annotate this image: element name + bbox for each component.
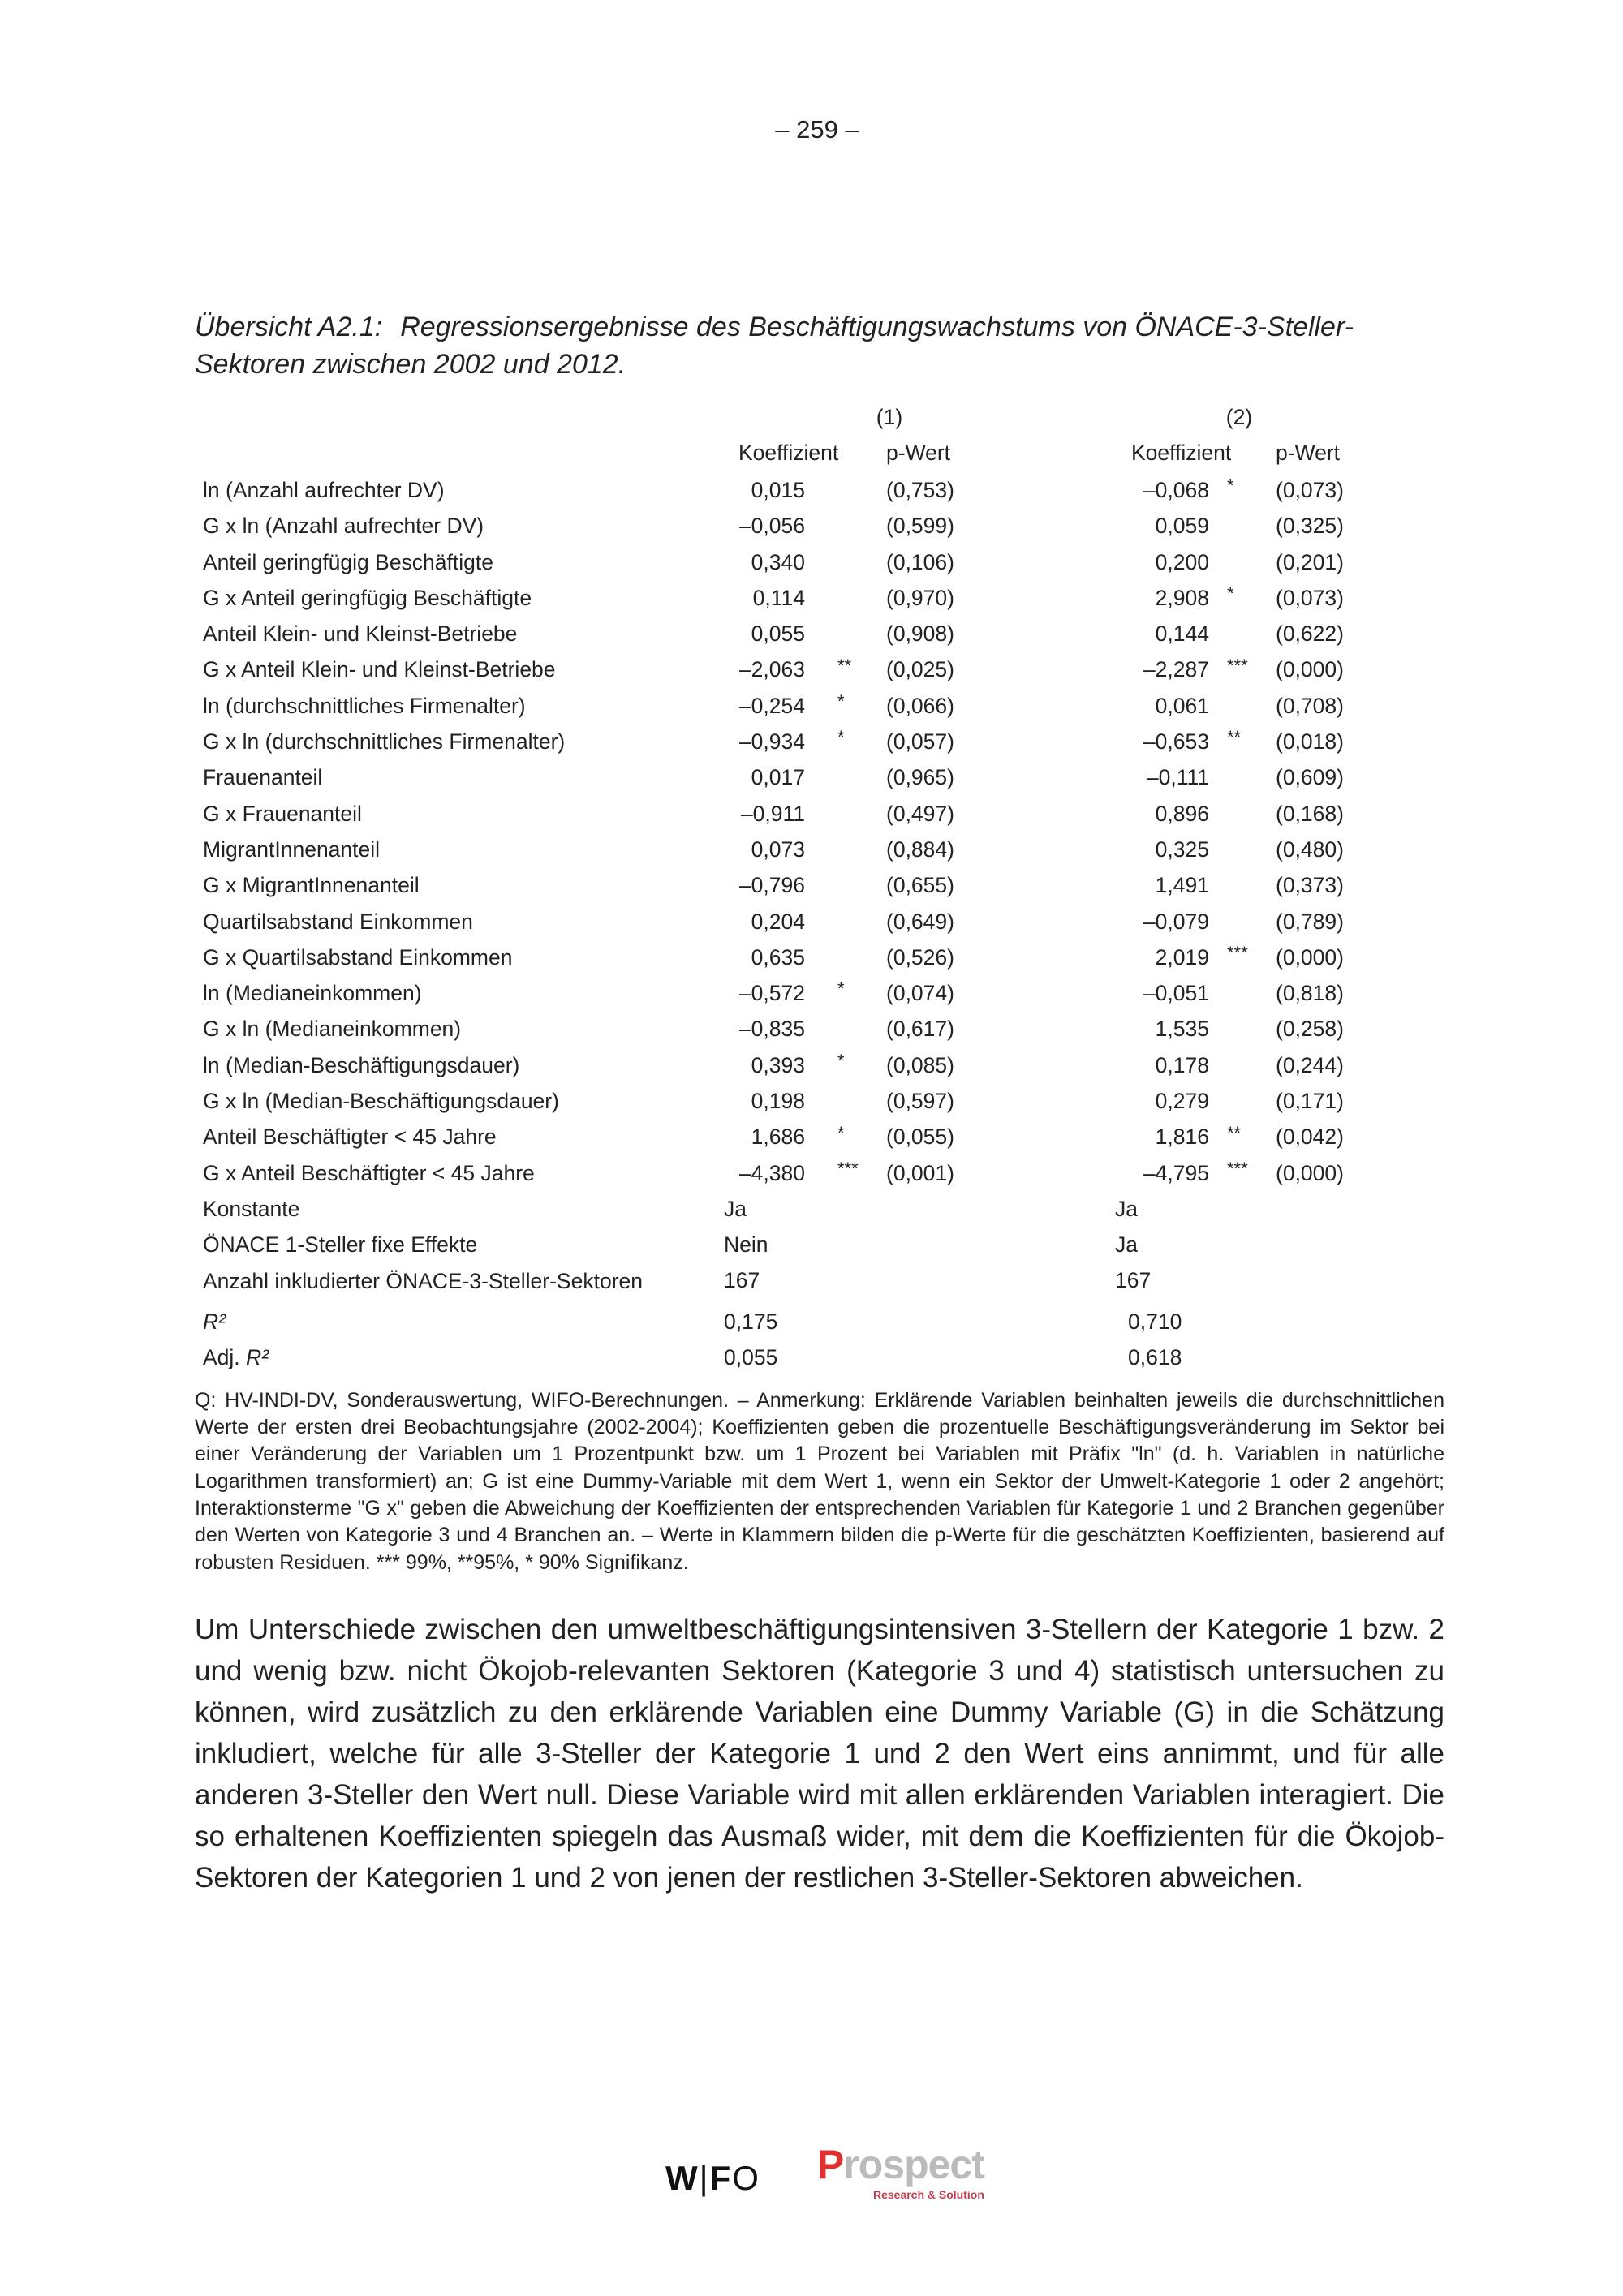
p-value-2: (0,480)	[1276, 836, 1344, 862]
significance-2	[1209, 1047, 1276, 1083]
page-content	[195, 308, 1444, 1898]
p-value-2: (0,171)	[1276, 1088, 1344, 1113]
significance-2	[1209, 1012, 1276, 1047]
wifo-logo: W|FO	[665, 2159, 760, 2197]
row-label: R²	[203, 1309, 226, 1334]
spacer	[1016, 1047, 1105, 1083]
significance-2	[1209, 904, 1276, 939]
value-1: Ja	[724, 1196, 747, 1221]
value-2: 0,618	[1128, 1345, 1182, 1370]
row-label: Anzahl inkludierter ÖNACE-3-Steller-Sektoren	[203, 1268, 643, 1293]
spacer	[1016, 652, 1105, 688]
row-label: Anteil geringfügig Beschäftigte	[203, 549, 493, 574]
summary-row	[195, 1339, 1357, 1375]
spacer	[1016, 472, 1105, 508]
coef-2: –0,051	[1143, 981, 1209, 1006]
coef-2: 0,059	[1155, 514, 1209, 539]
coef-1: 0,198	[751, 1088, 805, 1113]
p-value-1: (0,074)	[886, 981, 954, 1006]
coef-1: –0,934	[738, 729, 805, 755]
significance-1	[805, 939, 886, 975]
caption-lead: Übersicht A2.1:	[195, 312, 383, 342]
significance-1: *	[837, 1051, 845, 1072]
spacer	[1276, 1304, 1357, 1339]
significance-2: ***	[1227, 1158, 1248, 1179]
p-value-1: (0,025)	[886, 657, 954, 682]
table-row	[195, 472, 1357, 508]
value-2: Ja	[1115, 1232, 1138, 1258]
spacer	[1276, 1263, 1357, 1304]
p-value-1: (0,884)	[886, 836, 954, 862]
table-row	[195, 939, 1357, 975]
spacer	[1016, 544, 1105, 580]
value-2: Ja	[1115, 1196, 1138, 1221]
row-label: Konstante	[203, 1196, 300, 1221]
p-value-1: (0,497)	[886, 801, 954, 826]
p-value-2: (0,708)	[1276, 693, 1344, 718]
significance-1	[805, 904, 886, 939]
summary-row	[195, 1228, 1357, 1263]
p-value-1: (0,526)	[886, 944, 954, 970]
spacer	[1209, 1263, 1276, 1304]
footer-logos	[665, 2142, 984, 2202]
significance-2	[1209, 796, 1276, 832]
p-value-1: (0,085)	[886, 1052, 954, 1077]
significance-2: *	[1227, 583, 1234, 604]
coef-1: –0,572	[738, 981, 805, 1006]
spacer	[1016, 724, 1105, 759]
coef-2: 2,019	[1155, 944, 1209, 970]
coef-1: 0,073	[751, 836, 805, 862]
p-value-2: (0,622)	[1276, 621, 1344, 647]
value-1: 167	[724, 1268, 760, 1293]
model-header-row	[195, 401, 1357, 433]
p-value-1: (0,970)	[886, 585, 954, 610]
coef-1: 0,635	[751, 944, 805, 970]
coef-1: 0,114	[752, 585, 805, 610]
spacer	[1016, 1304, 1105, 1339]
spacer	[1016, 796, 1105, 832]
col-header-p-1: p-Wert	[886, 440, 951, 465]
regression-table	[195, 401, 1357, 1376]
p-value-1: (0,965)	[886, 765, 954, 790]
table-row	[195, 616, 1357, 651]
p-value-2: (0,325)	[1276, 514, 1344, 539]
value-1: Nein	[724, 1232, 768, 1258]
significance-2	[1209, 544, 1276, 580]
significance-1	[805, 509, 886, 544]
significance-1: *	[837, 727, 845, 748]
spacer	[1209, 1339, 1276, 1375]
significance-1: *	[837, 1122, 845, 1143]
row-label: Frauenanteil	[203, 765, 323, 790]
p-value-2: (0,000)	[1276, 1160, 1344, 1185]
coef-2: 0,061	[1155, 693, 1209, 718]
significance-2	[1209, 832, 1276, 867]
row-label: MigrantInnenanteil	[203, 836, 381, 862]
spacer	[886, 1304, 1016, 1339]
coef-1: 0,393	[751, 1052, 805, 1077]
spacer	[1209, 1228, 1276, 1263]
table-row	[195, 1012, 1357, 1047]
table-row	[195, 760, 1357, 796]
significance-2: ***	[1227, 655, 1248, 676]
significance-1: *	[837, 978, 845, 1000]
model-1-header: (1)	[876, 404, 903, 429]
significance-2	[1209, 975, 1276, 1011]
coef-2: –0,111	[1146, 765, 1209, 790]
row-label: ÖNACE 1-Steller fixe Effekte	[203, 1232, 478, 1258]
p-value-1: (0,057)	[886, 729, 954, 755]
significance-1	[805, 544, 886, 580]
table-row	[195, 796, 1357, 832]
summary-row	[195, 1304, 1357, 1339]
p-value-2: (0,042)	[1276, 1124, 1344, 1150]
table-row	[195, 544, 1357, 580]
spacer	[1276, 1339, 1357, 1375]
coef-1: 0,015	[751, 477, 805, 502]
coef-2: –2,287	[1143, 657, 1209, 682]
spacer	[1016, 1083, 1105, 1119]
coef-1: 0,055	[751, 621, 805, 647]
row-label: Anteil Beschäftigter < 45 Jahre	[203, 1124, 497, 1150]
table-row	[195, 904, 1357, 939]
p-value-2: (0,000)	[1276, 657, 1344, 682]
p-value-2: (0,789)	[1276, 909, 1344, 934]
coef-1: –0,056	[738, 514, 805, 539]
spacer	[1016, 509, 1105, 544]
spacer	[1016, 580, 1105, 616]
significance-1: ***	[837, 1158, 859, 1179]
significance-2	[1209, 688, 1276, 724]
spacer	[1016, 904, 1105, 939]
significance-1: **	[837, 655, 852, 676]
significance-1	[805, 760, 886, 796]
spacer	[886, 1263, 1016, 1304]
coef-1: –0,835	[738, 1017, 805, 1042]
row-label: G x Anteil geringfügig Beschäftigte	[203, 585, 532, 610]
significance-1	[805, 1012, 886, 1047]
row-label: G x ln (Median-Beschäftigungsdauer)	[203, 1088, 559, 1113]
model-2-header: (2)	[1225, 404, 1253, 429]
p-value-1: (0,599)	[886, 514, 954, 539]
coef-1: –0,796	[738, 873, 805, 898]
p-value-2: (0,073)	[1276, 477, 1344, 502]
table-row	[195, 688, 1357, 724]
row-label: G x Quartilsabstand Einkommen	[203, 944, 513, 970]
spacer	[1016, 1012, 1105, 1047]
table-row	[195, 868, 1357, 904]
spacer	[886, 1191, 1016, 1227]
row-label: G x ln (Anzahl aufrechter DV)	[203, 514, 484, 539]
spacer	[1016, 1191, 1105, 1227]
coef-1: 0,340	[751, 549, 805, 574]
prospect-logo-subtitle: Research & Solution	[872, 2188, 984, 2201]
coef-2: 0,178	[1155, 1052, 1209, 1077]
significance-1	[805, 832, 886, 867]
p-value-1: (0,106)	[886, 549, 954, 574]
significance-2	[1209, 760, 1276, 796]
value-1: 0,055	[724, 1345, 778, 1370]
spacer	[1209, 1191, 1276, 1227]
spacer	[1016, 1120, 1105, 1155]
p-value-2: (0,818)	[1276, 981, 1344, 1006]
coef-2: 0,200	[1155, 549, 1209, 574]
table-row	[195, 652, 1357, 688]
table-row	[195, 724, 1357, 759]
spacer	[1016, 688, 1105, 724]
table-row	[195, 975, 1357, 1011]
p-value-1: (0,597)	[886, 1088, 954, 1113]
spacer	[1016, 975, 1105, 1011]
caption-text: Regressionsergebnisse des Beschäftigungswachstums von ÖNACE-3-Steller-Sektoren zwischen 2002 und 2012.	[195, 312, 1354, 380]
p-value-1: (0,753)	[886, 477, 954, 502]
p-value-1: (0,655)	[886, 873, 954, 898]
p-value-1: (0,055)	[886, 1124, 954, 1150]
p-value-1: (0,066)	[886, 693, 954, 718]
row-label: G x Anteil Klein- und Kleinst-Betriebe	[203, 657, 556, 682]
coef-2: –0,068	[1143, 477, 1209, 502]
table-note: Q: HV-INDI-DV, Sonderauswertung, WIFO-Berechnungen. – Anmerkung: Erklärende Variablen beinhalten jeweils die durchschnittlichen Werte der ersten drei Beobachtungsjahre (2002-2004); Koeffizienten geben die prozentuelle Beschäftigungsveränderung im Sektor bei einer Veränderung der Variablen um 1 Prozentpunkt bzw. um 1 Prozent bei Variablen mit Präfix "ln" (d. h. Variablen in natürliche Logarithmen transformiert) an; G ist eine Dummy-Variable mit dem Wert 1, wenn ein Sektor der Umwelt-Kategorie 1 oder 2 angehört; Interaktionsterme "G x" geben die Abweichung der Koeffizienten der entsprechenden Variablen für Kategorie 1 und 2 Branchen gegenüber den Werten von Kategorie 3 und 4 Branchen an. – Werte in Klammern bilden die p-Werte für die geschätzten Koeffizienten, basierend auf robusten Residuen. *** 99%, **95%, * 90% Signifikanz.	[195, 1388, 1444, 1574]
coef-2: 1,491	[1155, 873, 1209, 898]
coef-1: –2,063	[738, 657, 805, 682]
row-label: Adj. R²	[203, 1345, 269, 1370]
table-row	[195, 1047, 1357, 1083]
significance-2: **	[1227, 727, 1242, 748]
coef-2: 0,896	[1155, 801, 1209, 826]
significance-2	[1209, 1083, 1276, 1119]
spacer	[1016, 1339, 1105, 1375]
table-caption	[195, 308, 1444, 383]
value-2: 0,710	[1128, 1309, 1182, 1334]
p-value-1: (0,001)	[886, 1160, 954, 1185]
prospect-logo: Prospect	[816, 2142, 984, 2187]
table-row	[195, 1155, 1357, 1191]
p-value-2: (0,018)	[1276, 729, 1344, 755]
significance-1	[805, 868, 886, 904]
coef-1: –4,380	[738, 1160, 805, 1185]
summary-row	[195, 1191, 1357, 1227]
coef-2: –0,653	[1143, 729, 1209, 755]
significance-1	[805, 580, 886, 616]
coef-2: 0,279	[1155, 1088, 1209, 1113]
row-label: ln (Medianeinkommen)	[203, 981, 422, 1006]
spacer	[805, 1339, 886, 1375]
significance-2	[1209, 868, 1276, 904]
spacer	[1016, 868, 1105, 904]
p-value-2: (0,201)	[1276, 549, 1344, 574]
spacer	[1016, 1155, 1105, 1191]
p-value-2: (0,244)	[1276, 1052, 1344, 1077]
coef-1: –0,254	[738, 693, 805, 718]
significance-2: ***	[1227, 943, 1248, 964]
p-value-2: (0,258)	[1276, 1017, 1344, 1042]
significance-1	[805, 472, 886, 508]
p-value-1: (0,908)	[886, 621, 954, 647]
value-1: 0,175	[724, 1309, 778, 1334]
spacer	[1016, 760, 1105, 796]
spacer	[1276, 1191, 1357, 1227]
spacer	[1016, 939, 1105, 975]
significance-2: *	[1227, 475, 1234, 497]
row-label: Quartilsabstand Einkommen	[203, 909, 473, 934]
row-label: ln (Median-Beschäftigungsdauer)	[203, 1052, 520, 1077]
spacer	[1016, 832, 1105, 867]
spacer	[805, 1263, 886, 1304]
coef-2: 0,325	[1155, 836, 1209, 862]
p-value-2: (0,168)	[1276, 801, 1344, 826]
spacer	[1209, 1304, 1276, 1339]
coef-1: 0,204	[751, 909, 805, 934]
row-label: ln (Anzahl aufrechter DV)	[203, 477, 445, 502]
significance-1	[805, 616, 886, 651]
p-value-2: (0,373)	[1276, 873, 1344, 898]
coef-1: –0,911	[740, 801, 805, 826]
table-row	[195, 509, 1357, 544]
coef-1: 0,017	[751, 765, 805, 790]
column-header-row	[195, 433, 1357, 472]
spacer	[1016, 616, 1105, 651]
table-row	[195, 1120, 1357, 1155]
coef-2: 1,816	[1155, 1124, 1209, 1150]
coef-2: 2,908	[1155, 585, 1209, 610]
spacer	[805, 1304, 886, 1339]
coef-2: –0,079	[1143, 909, 1209, 934]
significance-1: *	[837, 691, 845, 712]
col-header-coef-1: Koeffizient	[738, 440, 839, 465]
coef-2: 0,144	[1155, 621, 1209, 647]
coef-2: 1,535	[1155, 1017, 1209, 1042]
page-number: – 259 –	[775, 115, 859, 144]
coef-1: 1,686	[751, 1124, 805, 1150]
table-row	[195, 1083, 1357, 1119]
significance-1	[805, 796, 886, 832]
table-row	[195, 832, 1357, 867]
value-2: 167	[1115, 1268, 1152, 1293]
col-header-coef-2: Koeffizient	[1131, 440, 1232, 465]
row-label: G x MigrantInnenanteil	[203, 873, 420, 898]
spacer	[805, 1191, 886, 1227]
row-label: G x ln (Medianeinkommen)	[203, 1017, 462, 1042]
spacer	[1016, 1228, 1105, 1263]
coef-2: –4,795	[1143, 1160, 1209, 1185]
significance-2	[1209, 509, 1276, 544]
spacer	[886, 1228, 1016, 1263]
p-value-2: (0,073)	[1276, 585, 1344, 610]
p-value-2: (0,609)	[1276, 765, 1344, 790]
p-value-1: (0,649)	[886, 909, 954, 934]
summary-row	[195, 1263, 1357, 1304]
row-label: Anteil Klein- und Kleinst-Betriebe	[203, 621, 518, 647]
table-row	[195, 580, 1357, 616]
body-paragraph: Um Unterschiede zwischen den umweltbeschäftigungsintensiven 3-Stellern der Kategorie 1 bzw. 2 und wenig bzw. nicht Ökojob-relevanten Sektoren (Kategorie 3 und 4) statistisch untersuchen zu können, wird zusätzlich zu den erklärende Variablen eine Dummy Variable (G) in die Schätzung inkludiert, welche für alle 3-Steller der Kategorie 1 und 2 den Wert eins annimmt, und für alle anderen 3-Steller den Wert null. Diese Variable wird mit allen erklärenden Variablen interagiert. Die so erhaltenen Koeffizienten spiegeln das Ausmaß wider, mit dem die Koeffizienten für die Ökojob-Sektoren der Kategorien 1 und 2 von jenen der restlichen 3-Steller-Sektoren abweichen.	[195, 1613, 1444, 1894]
spacer	[805, 1228, 886, 1263]
row-label: ln (durchschnittliches Firmenalter)	[203, 693, 526, 718]
p-value-1: (0,617)	[886, 1017, 954, 1042]
col-header-p-2: p-Wert	[1276, 440, 1341, 465]
row-label: G x ln (durchschnittliches Firmenalter)	[203, 729, 566, 755]
spacer	[886, 1339, 1016, 1375]
significance-2: **	[1227, 1122, 1242, 1143]
significance-1	[805, 1083, 886, 1119]
significance-2	[1209, 616, 1276, 651]
p-value-2: (0,000)	[1276, 944, 1344, 970]
prospect-logo-block	[817, 2142, 984, 2202]
spacer	[1016, 1263, 1105, 1304]
spacer	[1276, 1228, 1357, 1263]
row-label: G x Anteil Beschäftigter < 45 Jahre	[203, 1160, 535, 1185]
row-label: G x Frauenanteil	[203, 801, 362, 826]
